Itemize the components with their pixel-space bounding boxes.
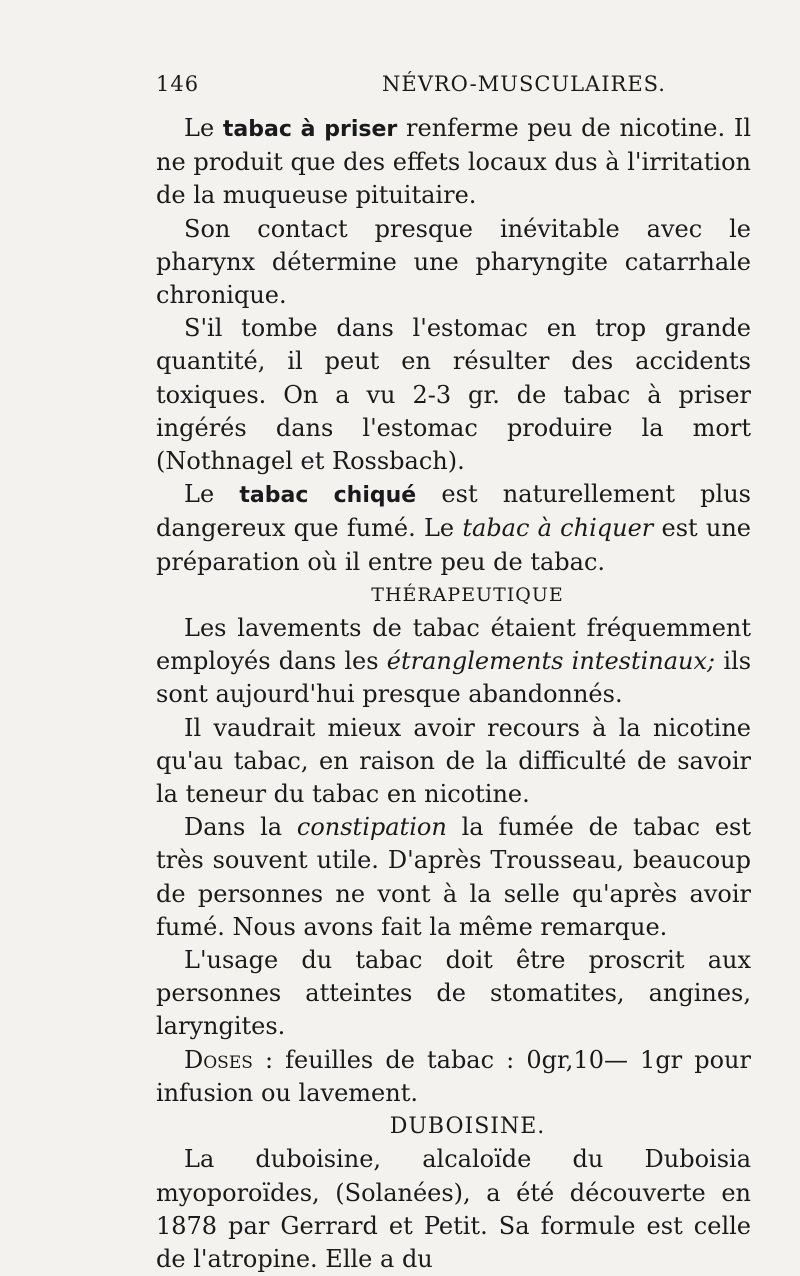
- running-head: [156, 72, 746, 102]
- text-run: ils sont aujourd'hui presque abandonnés.: [156, 647, 752, 709]
- text-run: : feuilles de tabac : 0gr,10— 1gr pour infusion ou lavement.: [156, 1045, 751, 1107]
- page-number: 146: [156, 72, 200, 96]
- paragraph-constipation: [156, 811, 751, 944]
- italic-term: tabac à chiquer: [462, 514, 654, 543]
- text-run: Les lavements de tabac étaient fréquemment employés dans les: [156, 614, 751, 676]
- bold-term: tabac à priser: [222, 117, 398, 142]
- doses-label: Doses: [184, 1045, 253, 1074]
- italic-term: étranglements intestinaux;: [386, 647, 716, 676]
- text-run: est une préparation où il entre peu de tabac.: [156, 514, 751, 576]
- text-run: Dans la: [184, 813, 297, 842]
- text-run: Le: [184, 480, 240, 509]
- section-heading-therapeutique: THÉRAPEUTIQUE: [371, 583, 564, 606]
- paragraph-doses: [156, 1044, 751, 1110]
- paragraph-lavements: [156, 612, 751, 712]
- text-run: la fumée de tabac est très souvent utile. D'après Trousseau, beaucoup de personnes ne vont à la selle qu'après avoir fumé. Nous avons fait la même remarque.: [156, 813, 751, 941]
- section-heading-duboisine: DUBOISINE.: [389, 1114, 546, 1140]
- italic-term: constipation: [296, 813, 447, 842]
- paragraph-tabac-priser: [156, 112, 751, 213]
- paragraph-nicotine: Il vaudrait mieux avoir recours à la nicotine qu'au tabac, en raison de la difficulté de savoir la teneur du tabac en nicotine.: [156, 713, 751, 809]
- text-run: Le: [184, 114, 223, 142]
- paragraph-estomac: S'il tombe dans l'estomac en trop grande quantité, il peut en résulter des accidents toxiques. On a vu 2-3 gr. de tabac à priser ingérés dans l'estomac produire la mort (Nothnagel et Rossbach).: [156, 314, 751, 476]
- body-text: [156, 112, 751, 1276]
- paragraph-duboisine: La duboisine, alcaloïde du Duboisia myoporoïdes, (Solanées), a été découverte en 1878 par Gerrard et Petit. Sa formule est celle de l'atropine. Elle a du: [156, 1145, 751, 1273]
- paragraph-pharynx: Son contact presque inévitable avec le pharynx détermine une pharyngite catarrhale chronique.: [156, 214, 751, 310]
- running-title: NÉVRO-MUSCULAIRES.: [382, 72, 666, 96]
- text-run: renferme peu de nicotine. Il ne produit que des effets locaux dus à l'irritation de la muqueuse pituitaire.: [156, 114, 751, 210]
- bold-term: tabac chiqué: [239, 483, 417, 509]
- text-run: est naturellement plus dangereux que fumé. Le: [156, 480, 751, 543]
- paragraph-tabac-chique: [156, 478, 751, 579]
- paragraph-usage: L'usage du tabac doit être proscrit aux personnes atteintes de stomatites, angines, laryngites.: [156, 946, 751, 1041]
